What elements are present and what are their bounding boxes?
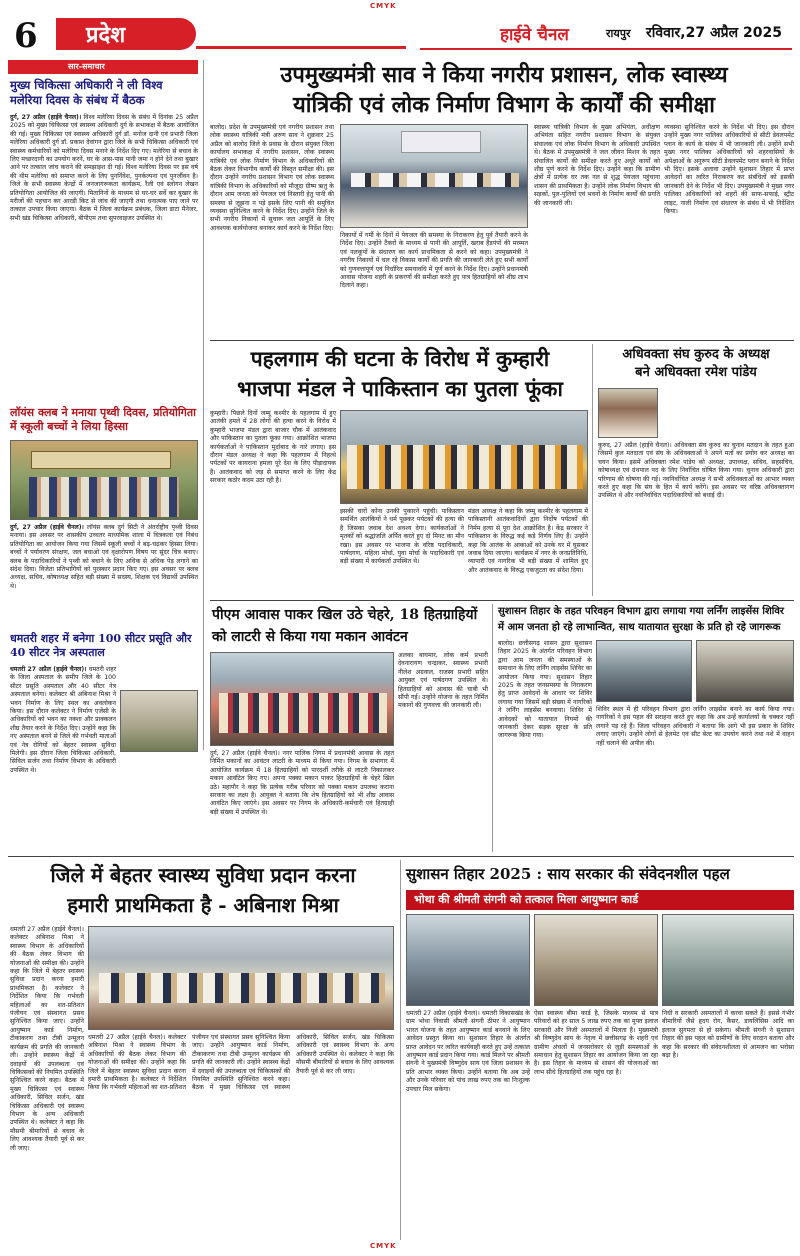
story6-title-1: जिले में बेहतर स्वास्थ्य सुविधा प्रदान करना [50, 863, 356, 887]
story7-title: सुशासन तिहार 2025 : साय सरकार की संवेदनशील पहल [406, 865, 730, 883]
issue-date: रविवार,27 अप्रैल 2025 [646, 25, 782, 41]
lead-title-1: उपमुख्यमंत्री साव ने किया नगरीय प्रशासन, लोक स्वास्थ्य [280, 62, 728, 88]
story4-title-2: को लाटरी से किया गया मकान आवंटन [212, 629, 408, 645]
story2-title-1: पहलगाम की घटना के विरोध में कुम्हारी [250, 346, 550, 371]
lead-body-3: स्वास्थ्य यांत्रिकी विभाग के मुख्य अभियंता, अधीक्षण अभियंता सहित नगरीय प्रशासन विभाग के संयुक्त संचालक एवं लोक निर्माण विभाग के अधिकारी उपस्थित थे। बैठक में उपमुख्यमंत्री ने जल जीवन मिशन के तहत संचालित कार्यों की समीक्षा करते हुए अधूरे कार्यों को शीघ्र पूर्ण करने के निर्देश दिए। उन्होंने कहा कि ग्रामीण क्षेत्रों में प्रत्येक घर तक नल से शुद्ध पेयजल पहुंचाना शासन की प्राथमिकता है। उन्होंने लोक निर्माण विभाग की सड़कों, पुल-पुलियों एवं भवनों के निर्माण कार्यों की प्रगति की जानकारी ली। [534, 124, 660, 207]
story7-banner: भोथा की श्रीमती संगनी को तत्काल मिला आयुष्मान कार्ड [406, 890, 794, 910]
ayushman-photo-3 [662, 914, 794, 1006]
advocate-photo [598, 388, 658, 438]
story6-body-1: धमतरी 27 अप्रैल (हाईवे चैनल)। कलेक्टर अबिनाश मिश्रा ने स्वास्थ्य विभाग के अधिकारियों की बैठक लेकर विभाग की योजनाओं की समीक्षा की। उन्होंने कहा कि जिले में बेहतर स्वास्थ्य सुविधा प्रदान करना हमारी प्राथमिकता है। कलेक्टर ने निर्देशित किया कि गर्भवती महिलाओं का शत-प्रतिशत पंजीयन एवं संस्थागत प्रसव सुनिश्चित किया जाए। उन्होंने आयुष्मान कार्ड निर्माण, टीकाकरण तथा टीबी उन्मूलन कार्यक्रम की प्रगति की जानकारी ली। उन्होंने स्वास्थ्य केंद्रों में दवाइयों की उपलब्धता एवं चिकित्सकों की नियमित उपस्थिति सुनिश्चित करने कहा। बैठक में मुख्य चिकित्सा एवं स्वास्थ्य अधिकारी, सिविल सर्जन, खंड चिकित्सा अधिकारी एवं स्वास्थ्य विभाग के अन्य अधिकारी उपस्थित थे। कलेक्टर ने कहा कि मौसमी बीमारियों से बचाव के लिए आवश्यक तैयारी पूर्व से कर ली जाए। [10, 926, 84, 1152]
brief1-body: दुर्ग, 27 अप्रैल (हाईवे चैनल)। विश्व मलेरिया दिवस के संबंध में दिनांक 25 अप्रैल 2025 को मुख्य चिकित्सा एवं स्वास्थ्य अधिकारी दुर्ग के सभाकक्ष में बैठक आयोजित की गई। मुख्य चिकित्सा एवं स्वास्थ्य अधिकारी दुर्ग डॉ. मनोज दानी एवं प्रभारी जिला मलेरिया अधिकारी दुर्ग डॉ. प्रकाश देवांगन द्वारा जिले के सभी चिकित्सा अधिकारी एवं स्वास्थ्य कर्मचारियों को मलेरिया दिवस मनाने के निर्देश दिए गए। मलेरिया से बचाव के लिए मच्छरदानी का उपयोग करने, घर के आस-पास पानी जमा न होने देने तथा बुखार आने पर तत्काल जांच कराने की समझाइश दी गई। विश्व मलेरिया दिवस पर इस वर्ष की थीम मलेरिया को समाप्त करने के लिए पुनर्निवेश, पुनर्कल्पना एवं पुनर्जीवन है। जिले के सभी स्वास्थ्य केन्द्रों में जनजागरूकता कार्यक्रम, रैली एवं स्लोगन लेखन प्रतियोगिता आयोजित की जाएगी। मितानिनों के माध्यम से घर-घर सर्वे कर बुखार के मरीजों की पहचान कर आरडी किट से जांच की जाएगी तथा धनात्मक पाए जाने पर तत्काल उपचार किया जाएगा। बैठक में जिला कार्यक्रम प्रबंधक, जिला डाटा मैनेजर, सभी खंड चिकित्सा अधिकारी, बीपीएम तथा सुपरवाइजर उपस्थित थे। [10, 114, 199, 222]
story4-body: दुर्ग, 27 अप्रैल (हाईवे चैनल)। नगर पालिक निगम में प्रधानमंत्री आवास के तहत निर्मित मकानों का आवंटन लाटरी के माध्यम से किया गया। निगम के सभागार में आयोजित कार्यक्रम में 18 हितग्राहियों को पारदर्शी तरीके से लाटरी निकालकर मकान आवंटित किए गए। अपना पक्का मकान पाकर हितग्राहियों के चेहरे खिल उठे। महापौर ने कहा कि प्रत्येक गरीब परिवार को पक्का मकान उपलब्ध कराना सरकार का लक्ष्य है। आयुक्त ने बताया कि शेष हितग्राहियों को भी शीघ्र आवास आवंटित किए जाएंगे। इस अवसर पर निगम के अधिकारी-कर्मचारी एवं हितग्राही बड़ी संख्या में उपस्थित थे। [210, 750, 394, 816]
story7-body-2: ऐसा स्वास्थ्य बीमा कार्ड है, जिसके माध्यम से पात्र परिवारों को हर साल 5 लाख रुपए तक का मुफ्त इलाज सरकारी और निजी अस्पतालों में मिलता है। मुख्यमंत्री श्री विष्णुदेव साय के नेतृत्व में छत्तीसगढ़ के शहरी एवं ग्रामीण अंचलों में जनसरोकार से जुड़ी समस्याओं के समाधान हेतु सुशासन तिहार का आयोजन किया जा रहा है। इस तिहार के माध्यम से शासन की योजनाओं का लाभ सीधे हितग्राहियों तक पहुंच रहा है। [534, 1010, 658, 1076]
story4-body-2: अलका बाघमार, लोक कर्म प्रभारी देवनारायण चन्द्राकर, स्वास्थ्य प्रभारी नीलेश अग्रवाल, राजस्व प्रभारी सहित आयुक्त एवं पार्षदगण उपस्थित थे। हितग्राहियों को आवास की चाबी भी सौंपी गई। उन्होंने योजना के तहत निर्मित मकानों की गुणवत्ता की जानकारी ली। [398, 652, 488, 710]
story2-title-2: भाजपा मंडल ने पाकिस्तान का पुतला फूंका [237, 376, 563, 401]
story4-title-1: पीएम आवास पाकर खिल उठे चेहरे, 18 हितग्राहियों [212, 607, 478, 623]
license-camp-photo-2 [696, 640, 794, 702]
story2-body-3: मंडल अध्यक्ष ने कहा कि जम्मू कश्मीर के पहलगाम में पाकिस्तानी आतंकवादियों द्वारा निर्दोष पर्यटकों की निर्मम हत्या से पूरा देश आक्रोशित है। केंद्र सरकार ने पाकिस्तान के विरुद्ध कई कड़े निर्णय लिए हैं। उन्होंने कहा कि आतंक के आकाओं को उनके घर में घुसकर जवाब दिया जाएगा। कार्यक्रम में नगर के जनप्रतिनिधि, व्यापारी एवं नागरिक भी बड़ी संख्या में शामिल हुए और आतंकवाद के विरुद्ध एकजुटता का संदेश दिया। [468, 508, 588, 574]
lead-meeting-photo [340, 124, 528, 228]
story3-body-top [662, 388, 794, 438]
sar-samachar-banner: सार-समाचार [8, 60, 198, 74]
lead-body-1: बालोद। प्रदेश के उपमुख्यमंत्री एवं नगरीय प्रशासन तथा लोक स्वास्थ्य यांत्रिकी मंत्री अरुण साव ने शुक्रवार 25 अप्रैल को बालोद जिले के प्रवास के दौरान संयुक्त जिला कार्यालय सभाकक्ष में नगरीय प्रशासन, लोक स्वास्थ्य यांत्रिकी एवं लोक निर्माण विभाग के अधिकारियों की बैठक लेकर विभागीय कार्यों की विस्तृत समीक्षा की। इस दौरान उन्होंने नगरीय प्रशासन विभाग एवं लोक स्वास्थ्य यांत्रिकी विभाग के अधिकारियों को मौजूदा ग्रीष्म ऋतु के दौरान आम जनता को पेयजल एवं निस्तारी हेतु पानी की समस्या से जूझना न पड़े इसके लिए पानी की समुचित व्यवस्था सुनिश्चित करने के निर्देश दिए। उन्होंने जिले के सभी नगरीय निकायों में सुचारू जल आपूर्ति के लिए आवश्यक कार्ययोजना बनाकर कार्य करने के निर्देश दिए। [210, 124, 334, 232]
photo-banner [31, 451, 171, 469]
lead-title-2: यांत्रिकी एवं लोक निर्माण विभाग के कार्यों की समीक्षा [293, 92, 715, 118]
brief1-title: मुख्य चिकित्सा अधिकारी ने ली विश्व मलेरिया दिवस के संबंध में बैठक [10, 78, 163, 107]
lead-body-4: व्यवस्था सुनिश्चित करने के निर्देश भी दिए। इस दौरान उन्होंने मुख्य नगर पालिका अधिकारियों से सीटी डेवलपमेंट प्लान के कार्य के संबंध में भी जानकारी ली। उन्होंने सभी मुख्य नगर पालिका अधिकारियों को शहरवासियों के अपेक्षाओं के अनुरूप सीटी डेवलपमेंट प्लान बनाने के निर्देश भी दिए। इसके अलावा उन्होंने सुशासन तिहार में प्राप्त आवेदनों का त्वरित निराकरण कर संबंधितों को इसकी जानकारी देने के निर्देश भी दिए। उपमुख्यमंत्री ने मुख्य नगर पालिका अधिकारियों को शहरों की साफ-सफाई, स्ट्रीट लाइट, नाली निर्माण एवं संधारण के संबंध में भी निर्देशित किया। [664, 124, 794, 216]
page-number: 6 [14, 16, 38, 56]
header-bar [0, 14, 800, 54]
story3-title-2: बने अधिवक्ता रमेश पांडेय [635, 365, 757, 380]
city-name: रायपुर [606, 27, 631, 40]
story7-body: धमतरी 27 अप्रैल (हाईवे चैनल)। धमतरी विकासखंड के ग्राम भोथा निवासी श्रीमती संगनी ठीमर ने आयुष्मान भारत योजना के तहत आयुष्मान कार्ड बनवाने के लिए आवेदन प्रस्तुत किया था। सुशासन तिहार के अंतर्गत प्राप्त आवेदन पर त्वरित कार्यवाही करते हुए उन्हें तत्काल आयुष्मान कार्ड प्रदान किया गया। कार्ड मिलने पर श्रीमती संगनी ने मुख्यमंत्री विष्णुदेव साय एवं जिला प्रशासन के प्रति आभार व्यक्त किया। उन्होंने बताया कि अब उन्हें और उनके परिवार को पांच लाख रुपए तक का निःशुल्क उपचार मिल सकेगा। [406, 1010, 530, 1093]
brief3-title: धमतरी शहर में बनेगा 100 सीटर प्रसूति और 40 सीटर नेत्र अस्पताल [10, 632, 192, 659]
section-tab [56, 18, 196, 50]
story5-body-2: शिविर स्थल में ही परिवहन विभाग द्वारा लर्निंग लाइसेंस बनाने का कार्य किया गया। नागरिकों ने इस पहल की सराहना करते हुए कहा कि अब उन्हें कार्यालयों के चक्कर नहीं लगाने पड़ रहे हैं। जिला परिवहन अधिकारी ने बताया कि आगे भी इस प्रकार के शिविर लगाए जाएंगे। उन्होंने लोगों से हेलमेट एवं सीट बेल्ट का उपयोग करने तथा नशे में वाहन नहीं चलाने की अपील की। [596, 706, 794, 747]
paper-name: हाईवे चैनल [500, 25, 569, 45]
story7-body-3: निधी व सरकारी अस्पतालों में करवा सकते हैं। इससे गंभीर बीमारियों जैसे हृदय रोग, कैंसर, डायलिसिस आदि का इलाज सुगमता से हो सकेगा। श्रीमती संगनी ने सुशासन तिहार की इस पहल को ग्रामीणों के लिए वरदान बताया और कहा कि सरकार की संवेदनशीलता से आमजन का भरोसा बढ़ा है। [662, 1010, 794, 1060]
cmyk-mark-top: CMYK [370, 2, 397, 10]
ayushman-photo-2 [534, 914, 658, 1006]
story2-body-2: इसकी चारों कोंना उनकी पुकारने पहुंची। पाकिस्तान समर्थित आतंकियों ने धर्म पूछकर पर्यटकों की हत्या की है जिसका जवाब देश अवश्य देगा। कार्यकर्ताओं ने मृतकों को श्रद्धांजलि अर्पित करते हुए दो मिनट का मौन रखा। इस अवसर पर भाजपा के वरिष्ठ पदाधिकारी, पार्षदगण, महिला मोर्चा, युवा मोर्चा के पदाधिकारी एवं बड़ी संख्या में कार्यकर्ता उपस्थित थे। [340, 508, 464, 566]
story3-body: कुरुद, 27 अप्रैल (हाईवे चैनल)। अधिवक्ता संघ कुरुद का चुनाव मतदान के तहत हुआ जिसमें कुल मतदाता एवं संघ के अधिवक्ताओं ने अपने मतों का प्रयोग कर अध्यक्ष का चयन किया। इसमें अधिवक्ता रमेश पांडेय को अध्यक्ष, उपाध्यक्ष, सचिव, सहसचिव, कोषाध्यक्ष एवं ग्रंथपाल पद के लिए निर्वाचित घोषित किया गया। चुनाव अधिकारी द्वारा परिणाम की घोषणा की गई। नवनिर्वाचित अध्यक्ष ने सभी अधिवक्ताओं का आभार व्यक्त करते हुए कहा कि संघ के हित में कार्य करेंगे। इस अवसर पर वरिष्ठ अधिवक्तागण उपस्थित थे और नवनिर्वाचित पदाधिकारियों को बधाई दी। [598, 442, 794, 500]
lead-body-2: निकायों में गर्मी के दिनों में पेयजल की समस्या के निराकरण हेतु पूर्व तैयारी करने के निर्देश दिए। उन्होंने टैंकरों के माध्यम से पानी की आपूर्ति, खराब हैंडपंपों की मरम्मत एवं नलकूपों के संधारण का कार्य प्राथमिकता से करने को कहा। उपमुख्यमंत्री ने नगरीय निकायों में चल रहे विकास कार्यों की प्रगति की जानकारी लेते हुए सभी कार्यों को गुणवत्तापूर्ण एवं निर्धारित समयावधि में पूर्ण करने के निर्देश दिए। उन्होंने प्रधानमंत्री आवास योजना शहरी के प्रकरणों की समीक्षा करते हुए पात्र हितग्राहियों को शीघ्र लाभ दिलाने कहा। [340, 232, 528, 290]
brief3-body: धमतरी 27 अप्रैल (हाईवे चैनल)। धमतरी शहर के जिला अस्पताल के समीप जिले के 100 सीटर प्रसूति अस्पताल और 40 सीटर नेत्र अस्पताल बनेगा। कलेक्टर श्री अबिनाश मिश्रा ने भवन निर्माण के लिए स्थल का अवलोकन किया। इस दौरान कलेक्टर ने निर्माण एजेंसी के अधिकारियों को भवन का नक्शा और प्राक्कलन शीघ्र तैयार करने के निर्देश दिए। उन्होंने कहा कि नए अस्पताल बनने से जिले की गर्भवती माताओं एवं नेत्र रोगियों को बेहतर स्वास्थ्य सुविधा मिलेगी। इस दौरान जिला चिकित्सा अधिकारी, सिविल सर्जन तथा निर्माण विभाग के अधिकारी उपस्थित थे। [10, 666, 117, 774]
header-rule [196, 46, 406, 49]
protest-photo [340, 410, 588, 504]
housing-lottery-photo [210, 652, 394, 746]
hospital-site-photo [120, 690, 198, 752]
earth-day-photo [10, 440, 198, 520]
story2-body-1: कुम्हारी। पिछले दिनों जम्मू कश्मीर के पहलगाम में हुए आतंकी हमले में 28 लोगों की हत्या करने के विरोध में कुम्हारी भाजपा मंडल द्वारा बाजार चौक में आतंकवाद और पाकिस्तान का पुतला फूंका गया। आक्रोशित भाजपा कार्यकर्ताओं ने पाकिस्तान मुर्दाबाद के नारे लगाए। इस दौरान मंडल अध्यक्ष ने कहा कि पहलगाम में निहत्थे पर्यटकों पर कायराना हमला पूरे देश के लिए पीड़ादायक है। आतंकवाद को जड़ से समाप्त करने के लिए केंद्र सरकार कठोर कदम उठा रही है। [210, 410, 336, 485]
brief2-title: लॉयंस क्लब ने मनाया पृथ्वी दिवस, प्रतियोगिता में स्कूली बच्चों ने लिया हिस्सा [10, 406, 196, 433]
story3-title-1: अधिवक्ता संघ कुरुद के अध्यक्ष [622, 347, 770, 362]
story5-title-2: में आम जनता हो रहे लाभान्वित, साथ यातायात सुरक्षा के प्रति हो रहे जागरूक [498, 622, 781, 633]
story5-body: बालोद। छत्तीसगढ़ शासन द्वारा सुशासन तिहार 2025 के अंतर्गत परिवहन विभाग द्वारा आम जनता की समस्याओं के समाधान के लिए लर्निंग लाइसेंस शिविर का आयोजन किया गया। सुशासन तिहार 2025 के तहत जनसमस्या के निराकरण हेतु प्राप्त आवेदनों के आधार पर शिविर लगाया गया जिसमें बड़ी संख्या में नागरिकों ने लर्निंग लाइसेंस बनवाया। शिविर में आवेदकों को यातायात नियमों की जानकारी देकर सड़क सुरक्षा के प्रति जागरूक किया गया। [498, 640, 592, 740]
story6-body-2: धमतरी 27 अप्रैल (हाईवे चैनल)। कलेक्टर अबिनाश मिश्रा ने स्वास्थ्य विभाग के अधिकारियों की बैठक लेकर विभाग की योजनाओं की समीक्षा की। उन्होंने कहा कि जिले में बेहतर स्वास्थ्य सुविधा प्रदान करना हमारी प्राथमिकता है। कलेक्टर ने निर्देशित किया कि गर्भवती महिलाओं का शत-प्रतिशत पंजीयन एवं संस्थागत प्रसव सुनिश्चित किया जाए। उन्होंने आयुष्मान कार्ड निर्माण, टीकाकरण तथा टीबी उन्मूलन कार्यक्रम की प्रगति की जानकारी ली। उन्होंने स्वास्थ्य केंद्रों में दवाइयों की उपलब्धता एवं चिकित्सकों की नियमित उपस्थिति सुनिश्चित करने कहा। बैठक में मुख्य चिकित्सा एवं स्वास्थ्य अधिकारी, सिविल सर्जन, खंड चिकित्सा अधिकारी एवं स्वास्थ्य विभाग के अन्य अधिकारी उपस्थित थे। कलेक्टर ने कहा कि मौसमी बीमारियों से बचाव के लिए आवश्यक तैयारी पूर्व से कर ली जाए। [88, 1034, 394, 1092]
ayushman-photo-1 [406, 914, 530, 1006]
header-underline [420, 48, 792, 50]
brief2-body: दुर्ग, 27 अप्रैल (हाईवे चैनल)। लॉयंस क्लब दुर्ग सिटी ने अंतर्राष्ट्रीय पृथ्वी दिवस मनाया। इस अवसर पर शासकीय उच्चतर माध्यमिक शाला में चित्रकला एवं निबंध प्रतियोगिता का आयोजन किया गया जिसमें स्कूली बच्चों ने बढ़-चढ़कर हिस्सा लिया। बच्चों ने पर्यावरण संरक्षण, जल बचाओ एवं वृक्षारोपण विषय पर सुंदर चित्र बनाए। क्लब के पदाधिकारियों ने पृथ्वी को बचाने के लिए अधिक से अधिक पेड़ लगाने का संदेश दिया। विजेता प्रतिभागियों को पुरस्कार प्रदान किए गए। इस अवसर पर क्लब अध्यक्ष, सचिव, कोषाध्यक्ष सहित बड़ी संख्या में सदस्य, शिक्षक एवं विद्यार्थी उपस्थित थे। [10, 524, 199, 590]
section-label: प्रदेश [86, 23, 126, 48]
story5-title-1: सुशासन तिहार के तहत परिवहन विभाग द्वारा लगाया गया लर्निंग लाइसेंस शिविर [498, 606, 785, 617]
license-camp-photo-1 [596, 640, 692, 702]
story6-title-2: हमारी प्राथमिकता है - अबिनाश मिश्रा [67, 893, 339, 917]
health-meeting-photo [88, 926, 394, 1030]
cmyk-mark-bottom: CMYK [370, 1242, 397, 1250]
